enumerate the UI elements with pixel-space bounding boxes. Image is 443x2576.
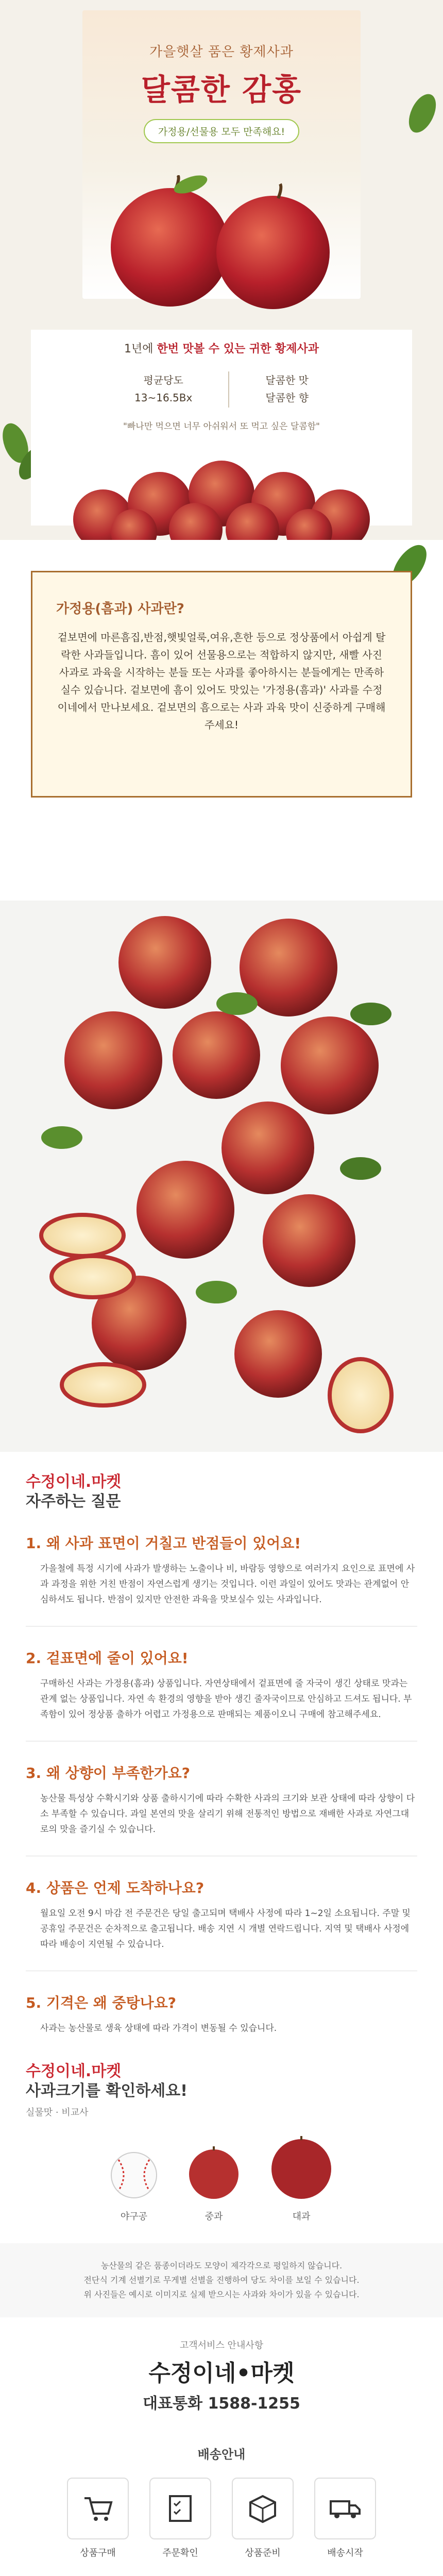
checklist-icon bbox=[164, 2492, 197, 2525]
large-apple-icon bbox=[268, 2134, 335, 2201]
faq-item bbox=[26, 1877, 417, 1971]
hero-quote: "빠나만 먹으면 너무 아쉬워서 또 먹고 싶은 달콤함" bbox=[123, 421, 320, 432]
size-title: 수정이네.마켓 사과크기를 확인하세요! bbox=[26, 2062, 188, 2100]
hero-spec bbox=[31, 371, 412, 408]
shop-name: 수정이네•마켓 bbox=[148, 2360, 295, 2386]
delivery-step-ship: 배송시작 bbox=[314, 2478, 376, 2559]
faq-item bbox=[26, 1647, 417, 1741]
faq-title: 수정이네.마켓 자주하는 질문 bbox=[26, 1473, 122, 1511]
faq-answer: 가을철에 특정 시기에 사과가 발생하는 노출이나 비, 바람등 영향으로 여러가지 요인으로 표면에 사과 과정을 위한 거친 반점이 자연스럽게 생기는 것입니다. 이런 과일이 있어도 맛과는 관계없어 안심하셔도 됩니다. 반점이 있지만 안전한 과육을 맛보실수 있는 사과입니다. bbox=[40, 1564, 415, 1605]
faq-question: 3. 왜 상향이 부족한가요? bbox=[26, 1765, 191, 1782]
leaf-decoration-right bbox=[397, 93, 443, 155]
faq-question: 1. 왜 사과 표면이 거칠고 반점들이 있어요! bbox=[26, 1535, 301, 1552]
faq-question: 2. 겉표면에 줄이 있어요! bbox=[26, 1650, 189, 1667]
hero-tagline: 1년에 한번 맛볼 수 있는 귀한 황제사과 bbox=[124, 343, 319, 355]
product-photos-section bbox=[0, 901, 443, 1452]
product-photos-image bbox=[0, 901, 443, 1452]
delivery-heading: 배송안내 bbox=[197, 2447, 246, 2462]
faq-answer: 사과는 농산물로 생육 상태에 따라 가격이 변동될 수 있습니다. bbox=[40, 2023, 277, 2033]
intro-heading: 가정용(흠과) 사과란? bbox=[56, 601, 184, 617]
truck-icon bbox=[329, 2492, 362, 2525]
hero-pill: 가정용/선물용 모두 만족해요! bbox=[144, 119, 299, 143]
delivery-step-prepare: 상품준비 bbox=[232, 2478, 294, 2559]
hero-lower-panel bbox=[31, 330, 412, 526]
spec-divider bbox=[228, 371, 229, 408]
cart-icon bbox=[81, 2492, 114, 2525]
faq-answer: 구매하신 사과는 가정용(흠과) 상품입니다. 자연상태에서 겉표면에 줄 자국이 생긴 상태로 맛과는 관계 없는 상품입니다. 자연 속 환경의 영향을 받아 생긴 줄자국이므로 안심하고 드셔도 됩니다. 부족함이 있어 정상품 출하가 어렵고 가정용으로 판매되는 제품이오니 구매에 참고해주세요. bbox=[40, 1679, 412, 1720]
hero-title-card bbox=[82, 10, 361, 299]
cs-phone: 대표통화 1588-1255 bbox=[143, 2395, 300, 2413]
faq-question: 5. 기격은 왜 중탕나요? bbox=[26, 1994, 176, 2011]
delivery-step-purchase: 상품구매 bbox=[67, 2478, 129, 2559]
hero-apples-image bbox=[88, 175, 355, 309]
notice-line: 전단식 기계 선별기로 무게별 선별을 진행하여 당도 차이를 보일 수 있습니다. bbox=[83, 2275, 360, 2285]
box-icon bbox=[246, 2492, 279, 2525]
baseball-icon bbox=[108, 2149, 160, 2201]
size-item-medium: 중과 bbox=[185, 2144, 242, 2223]
size-section bbox=[0, 2041, 443, 2243]
delivery-step-confirm: 주문확인 bbox=[149, 2478, 211, 2559]
intro-box bbox=[31, 571, 412, 798]
faq-answer: 농산물 특성상 수확시기와 상품 출하시기에 따라 수확한 사과의 크기와 보관 상태에 따라 상향이 다소 부족할 수 있습니다. 과일 본연의 맛을 살리기 위해 전통적인 방법으로 재배한 사과로 자연그대로의 맛을 즐기실 수 있습니다. bbox=[40, 1793, 415, 1835]
faq-answer: 월요일 오전 9시 마감 전 주문건은 당일 출고되며 택배사 사정에 따라 1~2일 소요됩니다. 주말 및 공휴일 주문건은 순차적으로 출고됩니다. 배송 지연 시 개별 연락드립니다. 지역 및 택배사 사정에 따라 배송이 지연될 수 있습니다. bbox=[40, 1908, 411, 1950]
apples-pile-image bbox=[57, 442, 386, 540]
medium-apple-icon bbox=[185, 2144, 242, 2201]
hero-section bbox=[0, 0, 443, 540]
faq-question: 4. 상품은 언제 도착하나요? bbox=[26, 1879, 205, 1896]
delivery-section bbox=[0, 2434, 443, 2576]
spec-sweetness: 평균당도 13~16.5Bx bbox=[134, 374, 193, 404]
faq-item bbox=[26, 1762, 417, 1856]
spec-taste: 달콤한 맛 달콤한 향 bbox=[265, 374, 309, 404]
delivery-steps bbox=[21, 2478, 422, 2559]
notice-line: 농산물의 같은 품종이더라도 모양이 제각각으로 평일하지 않습니다. bbox=[100, 2261, 343, 2270]
intro-section bbox=[0, 540, 443, 901]
intro-body: 겉보면에 마른흠집,반점,햇빛얼룩,여유,흔한 등으로 정상품에서 아쉽게 탈락한 사과들입니다. 흠이 있어 선물용으로는 적합하지 않지만, 새빨 사진 사과로 과육을 시작하는 분들 또는 사과를 좋아하시는 분들에게는 만족하실수 있습니다. 겉보면에 흠이 있어도 맛있는 '가정용(흠과)' 사과를 수정이네에서 만나보세요. 겉보면의 흠으로는 사과 과육 맛이 신중하게 구매해주세요! bbox=[57, 631, 386, 731]
size-item-baseball: 야구공 bbox=[108, 2149, 160, 2223]
cs-label: 고객서비스 안내사항 bbox=[179, 2340, 264, 2351]
size-item-large: 대과 bbox=[268, 2134, 335, 2223]
hero-eyebrow: 가을햇살 품은 황제사과 bbox=[149, 44, 294, 60]
notice-section bbox=[0, 2243, 443, 2317]
faq-section bbox=[0, 1452, 443, 2041]
size-subtitle: 실물맛 · 비교사 bbox=[26, 2107, 89, 2118]
notice-line: 위 사진들은 예시로 이미지로 실제 받으시는 사과와 차이가 있을 수 있습니다. bbox=[83, 2290, 360, 2299]
customer-service-section bbox=[0, 2317, 443, 2434]
hero-title: 달콤한 감홍 bbox=[141, 72, 302, 107]
size-compare-row bbox=[26, 2134, 417, 2223]
faq-item bbox=[26, 1992, 417, 2036]
faq-item bbox=[26, 1532, 417, 1626]
